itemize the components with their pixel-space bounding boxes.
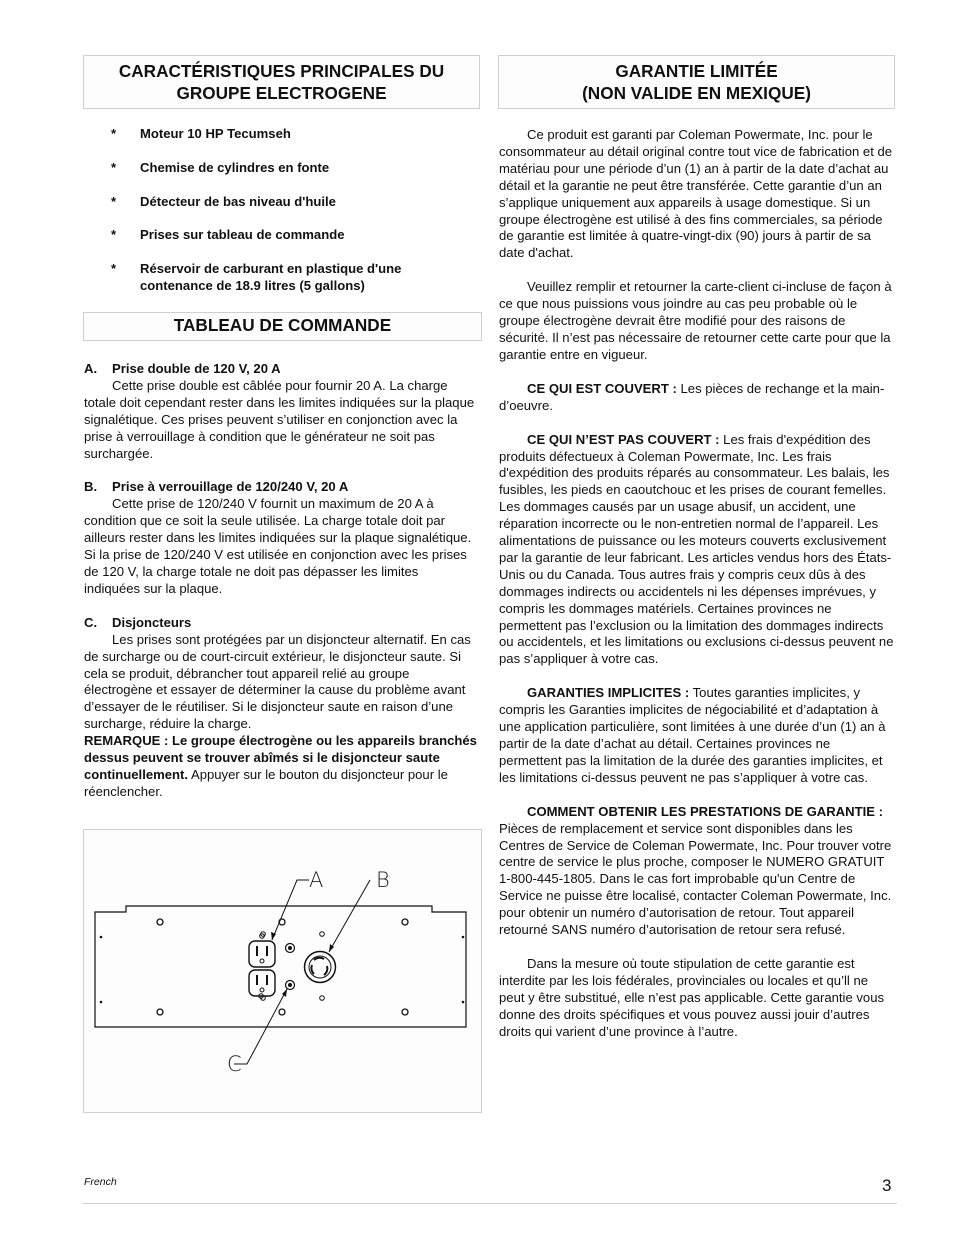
section-b-letter: B. [84,479,98,495]
control-panel-figure [83,829,482,1113]
bullet-star: * [111,160,117,175]
features-header [83,55,480,109]
section-a-title: Prise double de 120 V, 20 A [112,361,281,376]
warranty-header-line2: (NON VALIDE EN MEXIQUE) [582,83,811,103]
warranty-paragraph: Ce produit est garanti par Coleman Powermate, Inc. pour le consommateur au détail original contre tout vice de fabrication et de matériau pour une période d’un (1) an à partir de la date d’achat au détail et la garantie ne peut être transférée. Cette garantie d’un an s’applique uniquement aux appareils à usage domestique. Si un groupe électrogène est utilisé à des fins commerciales, sa période de garantie est limitée à quatre-vingt-dix (90) jours à partir de sa date d'achat. [499,127,893,261]
implied-heading: GARANTIES IMPLICITES : [527,685,690,701]
figure-label-c: C [227,1052,242,1076]
bullet-star: * [111,261,117,276]
section-b-title: Prise à verrouillage de 120/240 V, 20 A [112,479,349,495]
section-b-body: Cette prise de 120/240 V fournit un maximum de 20 A à condition que ce soit la seule utilisée. La charge totale doit par ailleurs rester dans les limites indiquées sur la plaque signalétique. Si la prise de 120/240 V est utilisée en conjonction avec les prises de 120 V, la charge totale ne doit pas dépasser les limites indiquées sur la plaque. [84,496,472,596]
left-column-body [84,361,478,801]
feature-text: Chemise de cylindres en fonte [140,160,330,175]
warranty-not-covered [499,432,895,669]
covered-heading: CE QUI EST COUVERT : [527,380,677,396]
section-c-note [84,733,478,801]
section-c-body: Les prises sont protégées par un disjoncteur alternatif. En cas de surcharge ou de court-circuit extérieur, le disjoncteur saute. Si cela se produit, débrancher tout appareil relié au groupe électrogène et essayer de déterminer la cause du problème avant d’essayer de le réutiliser. Si le disjoncteur saute en raison d’une surcharge, réduire la charge. [84,631,471,732]
implied-text: Toutes garanties implicites, y compris les Garanties implicites de négociabilité et d’adaptation à une application particulière, sont limitées à une durée d’un (1) an à partir de la date d’achat au détail. Certaines provinces ne permettent pas la limitation de la durée des garanties implicites, et les limitations ci-dessus peuvent ne pas s’appliquer à votre cas. [499,685,886,785]
service-heading: COMMENT OBTENIR LES PRESTATIONS DE GARANTIE : [527,803,883,819]
service-text: Pièces de remplacement et service sont disponibles dans les Centres de Service de Coleman Powermate, Inc. Pour trouver votre centre de service le plus proche, composer le NUMERO GRATUIT 1-800-445-1805. Dans le cas fort improbable qu'un Centre de Service ne puisse être localisé, contacter Coleman Powermate, Inc. pour obtenir un numéro d’autorisation de retour. Tout appareil retourné SANS numéro d’autorisation de retour sera refusé. [499,820,892,938]
note-rest: Appuyer sur le bouton du disjoncteur pour le réenclencher. [84,766,448,799]
feature-text: Réservoir de carburant en plastique d'une contenance de 18.9 litres (5 gallons) [140,261,402,293]
warranty-paragraph: Veuillez remplir et retourner la carte-client ci-incluse de façon à ce que nous puissions vous joindre au cas peu probable où le groupe électrogène devrait être modifié pour des raisons de sécurité. Il n’est pas nécessaire de retourner cette carte pour que la garantie entre en vigueur. [499,279,892,362]
warranty-body [499,127,895,1041]
figure-label-a: A [309,868,324,892]
features-header-line1: CARACTÉRISTIQUES PRINCIPALES DU [118,61,445,81]
section-c-letter: C. [84,614,98,630]
section-b-heading [84,479,478,496]
footer-rule [83,1203,897,1204]
feature-text: Moteur 10 HP Tecumseh [140,126,291,141]
figure-label-b: B [376,868,390,892]
section-c-heading [84,615,478,632]
warranty-covered [499,381,895,415]
warranty-service [499,804,895,939]
features-header-line2: GROUPE ELECTROGENE [176,83,387,103]
feature-text: Détecteur de bas niveau d'huile [140,194,336,209]
control-panel-diagram [84,830,481,1112]
section-a-body: Cette prise double est câblée pour fournir 20 A. La charge totale doit cependant rester dans les limites indiquées sur la plaque signalétique. Ces prises peuvent s’utiliser en conjonction avec la prise à verrouillage à condition que le générateur ne soit pas surchargée. [84,377,475,461]
control-panel-header [83,312,482,341]
covered-text: Les pièces de rechange et la main-d’oeuvre. [499,380,885,413]
warranty-header [498,55,895,109]
warranty-header-line1: GARANTIE LIMITÉE [615,61,778,81]
section-a-letter: A. [84,361,98,376]
warranty-paragraph: Dans la mesure où toute stipulation de cette garantie est interdite par les lois fédérales, provinciales ou locales et qu’ll ne peut y être substitué, elle n’est pas applicable. Cette garantie vous donne des droits spécifiques et vous pouvez aussi jouir d’autres droits qui varient d’une province à l’autre. [499,955,885,1039]
control-panel-header-text: TABLEAU DE COMMANDE [173,315,392,335]
footer-language: French [84,1176,117,1188]
section-c-title: Disjoncteurs [112,614,192,630]
not-covered-heading: CE QUI N’EST PAS COUVERT : [527,431,720,447]
warranty-implied [499,685,895,786]
feature-text: Prises sur tableau de commande [140,227,345,242]
bullet-star: * [111,126,117,141]
section-a-heading [84,361,478,378]
not-covered-text: Les frais d'expédition des produits défectueux à Coleman Powermate, Inc. Les frais d'expédition des produits réparés au consommateur. Les balais, les fusibles, les pieds en caoutchouc et les prises de courant femelles. Les dommages causés par un usage abusif, un accident, une réparation incorrecte ou le non-entretien normal de l’appareil. Les alimentations de puissance ou les moteurs couverts exclusivement par la garantie de leur fabricant. Les articles vendus hors des États-Unis ou du Canada. Tous autres frais y compris ceux dûs à des dommages indirects ou accidentels ni les dépenses imprévues, y compris les dommages matériels. Certaines provinces ne permettent pas l’exclusion ou la limitation des dommages indirects ou accidentels, et les limitations ou exclusions ci-dessus peuvent ne pas s’appliquer à votre cas. [499,431,894,667]
bullet-star: * [111,194,117,209]
note-bold: REMARQUE : Le groupe électrogène ou les appareils branchés dessus peuvent se trouver abîmés si le disjoncteur saute continuellement. [84,733,477,782]
page-number: 3 [882,1176,892,1195]
bullet-star: * [111,227,117,242]
